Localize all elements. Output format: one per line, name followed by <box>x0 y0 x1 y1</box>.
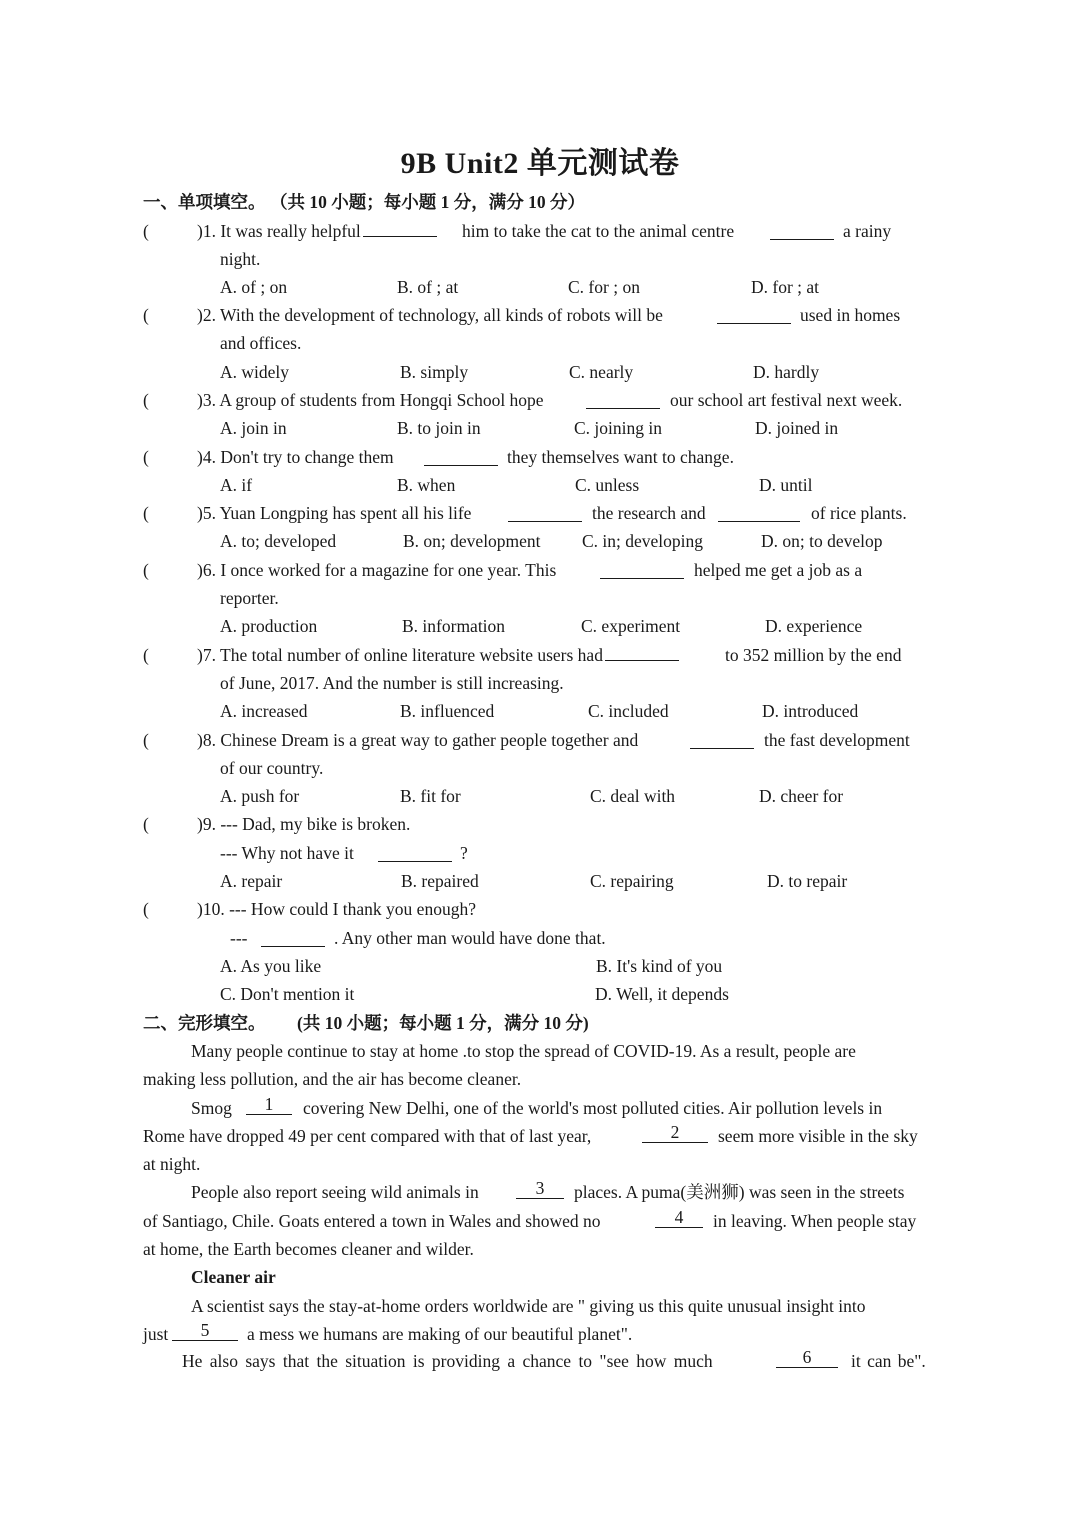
answer-blank[interactable] <box>718 503 800 522</box>
option-a: A. As you like <box>220 956 322 976</box>
option-d: D. introduced <box>762 701 859 721</box>
question-text-end: they themselves want to change. <box>507 447 734 467</box>
answer-paren: ( <box>143 221 149 241</box>
option-b: B. simply <box>400 362 469 382</box>
answer-paren: ( <box>143 645 149 665</box>
option-a: A. increased <box>220 701 308 721</box>
cloze-blank-4[interactable]: 4 <box>655 1207 703 1228</box>
question-stem: )10. --- How could I thank you enough? <box>197 899 476 919</box>
option-d: D. Well, it depends <box>595 984 729 1004</box>
answer-blank[interactable] <box>424 447 498 466</box>
question-stem: )5. Yuan Longping has spent all his life <box>197 503 472 523</box>
answer-paren: ( <box>143 305 149 325</box>
subheading-text: Cleaner air <box>191 1267 276 1287</box>
option-c: C. Don't mention it <box>220 984 355 1004</box>
option-b: B. when <box>397 475 456 495</box>
question-stem <box>197 641 681 669</box>
question-text-end: helped me get a job as a <box>694 560 863 580</box>
option-b: B. of ; at <box>397 277 459 297</box>
option-a: A. widely <box>220 362 290 382</box>
option-a: A. push for <box>220 786 300 806</box>
question-stem: )4. Don't try to change them <box>197 447 394 467</box>
answer-blank[interactable] <box>717 305 791 324</box>
section2-heading-label: 二、完形填空。 <box>143 1013 266 1033</box>
option-a: A. repair <box>220 871 283 891</box>
option-c: C. experiment <box>581 616 681 636</box>
cloze-blank-3[interactable]: 3 <box>516 1178 564 1199</box>
option-c: C. repairing <box>590 871 674 891</box>
option-d: D. experience <box>765 616 863 636</box>
question-stem: )1. It was really helpful <box>197 221 361 241</box>
question-text-cont: night. <box>220 249 261 269</box>
option-c: C. nearly <box>569 362 634 382</box>
answer-paren: ( <box>143 814 149 834</box>
option-b: B. influenced <box>400 701 495 721</box>
question-text-cont: --- Why not have it <box>220 843 354 863</box>
option-b: B. to join in <box>397 418 481 438</box>
answer-blank[interactable] <box>690 730 754 749</box>
question-stem: )2. With the development of technology, all kinds of robots will be <box>197 305 663 325</box>
passage-text: Smog <box>191 1098 232 1118</box>
question-text-cont: reporter. <box>220 588 279 608</box>
question-text-end: to 352 million by the end <box>725 645 902 665</box>
option-a: A. join in <box>220 418 287 438</box>
cloze-blank-1[interactable]: 1 <box>246 1094 292 1115</box>
answer-paren: ( <box>143 899 149 919</box>
section1-heading-score: （共 10 小题；每小题 1 分，满分 10 分） <box>270 192 585 212</box>
question-stem: )9. --- Dad, my bike is broken. <box>197 814 411 834</box>
option-a: A. of ; on <box>220 277 288 297</box>
question-text-end: . Any other man would have done that. <box>334 928 606 948</box>
answer-blank[interactable] <box>586 390 660 409</box>
option-b: B. repaired <box>401 871 479 891</box>
option-a: A. to; developed <box>220 531 337 551</box>
cloze-blank-5[interactable]: 5 <box>172 1320 238 1341</box>
passage-text: He also says that the situation is providing a chance to "see how much <box>182 1351 713 1371</box>
question-text-end: used in homes <box>800 305 901 325</box>
answer-blank[interactable] <box>378 843 452 862</box>
option-c: C. deal with <box>590 786 676 806</box>
answer-blank[interactable] <box>363 218 437 237</box>
option-c: C. unless <box>575 475 640 495</box>
passage-text: Many people continue to stay at home .to stop the spread of COVID-19. As a result, people are <box>191 1041 856 1061</box>
passage-text: covering New Delhi, one of the world's most polluted cities. Air pollution levels in <box>303 1098 883 1118</box>
passage-text: Rome have dropped 49 per cent compared with that of last year, <box>143 1126 592 1146</box>
question-stem: )3. A group of students from Hongqi School hope <box>197 390 544 410</box>
question-text-end: the fast development <box>764 730 910 750</box>
passage-text: making less pollution, and the air has become cleaner. <box>143 1069 522 1089</box>
question-text-cont: of June, 2017. And the number is still increasing. <box>220 673 564 693</box>
passage-text: of Santiago, Chile. Goats entered a town in Wales and showed no <box>143 1211 601 1231</box>
passage-text: places. A puma(美洲狮) was seen in the streets <box>574 1182 905 1202</box>
question-stem: )6. I once worked for a magazine for one year. This <box>197 560 557 580</box>
answer-blank[interactable] <box>600 560 684 579</box>
passage-text: a mess we humans are making of our beautiful planet". <box>247 1324 633 1344</box>
question-stem-text: )7. The total number of online literature website users had <box>197 645 603 665</box>
page-title: 9B Unit2 单元测试卷 <box>400 147 680 180</box>
question-text-end: a rainy <box>843 221 892 241</box>
option-d: D. for ; at <box>751 277 820 297</box>
passage-text: in leaving. When people stay <box>713 1211 917 1231</box>
passage-text: at night. <box>143 1154 201 1174</box>
question-text-end: our school art festival next week. <box>670 390 903 410</box>
answer-blank[interactable] <box>261 928 325 947</box>
passage-text: People also report seeing wild animals in <box>191 1182 479 1202</box>
passage-text: it can be". <box>851 1351 926 1371</box>
answer-paren: ( <box>143 390 149 410</box>
option-d: D. cheer for <box>759 786 844 806</box>
answer-blank[interactable] <box>770 221 834 240</box>
option-d: D. hardly <box>753 362 820 382</box>
question-text-cont: and offices. <box>220 333 302 353</box>
option-c: C. included <box>588 701 669 721</box>
answer-blank[interactable] <box>605 642 679 661</box>
passage-text: at home, the Earth becomes cleaner and wilder. <box>143 1239 474 1259</box>
answer-paren: ( <box>143 503 149 523</box>
question-text-end: of rice plants. <box>811 503 907 523</box>
question-stem: )8. Chinese Dream is a great way to gather people together and <box>197 730 639 750</box>
question-text-mid: him to take the cat to the animal centre <box>462 221 735 241</box>
section1-heading-label: 一、单项填空。 <box>143 192 266 212</box>
cloze-blank-6[interactable]: 6 <box>776 1347 838 1368</box>
option-a: A. production <box>220 616 318 636</box>
question-text-mid: the research and <box>592 503 706 523</box>
option-b: B. information <box>402 616 506 636</box>
option-a: A. if <box>220 475 253 495</box>
answer-blank[interactable] <box>508 503 582 522</box>
passage-text: just <box>143 1324 169 1344</box>
option-c: C. for ; on <box>568 277 640 297</box>
answer-paren: ( <box>143 447 149 467</box>
option-b: B. It's kind of you <box>596 956 723 976</box>
cloze-blank-2[interactable]: 2 <box>642 1122 708 1143</box>
answer-paren: ( <box>143 730 149 750</box>
option-c: C. in; developing <box>582 531 704 551</box>
option-d: D. on; to develop <box>761 531 883 551</box>
answer-paren: ( <box>143 560 149 580</box>
passage-text: seem more visible in the sky <box>718 1126 918 1146</box>
passage-text: A scientist says the stay-at-home orders worldwide are " giving us this quite unusual insight into <box>191 1296 866 1316</box>
section2-heading-score: (共 10 小题；每小题 1 分，满分 10 分) <box>297 1013 589 1033</box>
option-d: D. until <box>759 475 813 495</box>
question-text-cont: of our country. <box>220 758 324 778</box>
option-c: C. joining in <box>574 418 662 438</box>
question-text-end: ? <box>460 843 468 863</box>
question-text-cont: --- <box>230 928 248 948</box>
option-d: D. to repair <box>767 871 848 891</box>
option-b: B. on; development <box>403 531 541 551</box>
option-b: B. fit for <box>400 786 461 806</box>
question-text <box>197 217 439 245</box>
option-d: D. joined in <box>755 418 839 438</box>
